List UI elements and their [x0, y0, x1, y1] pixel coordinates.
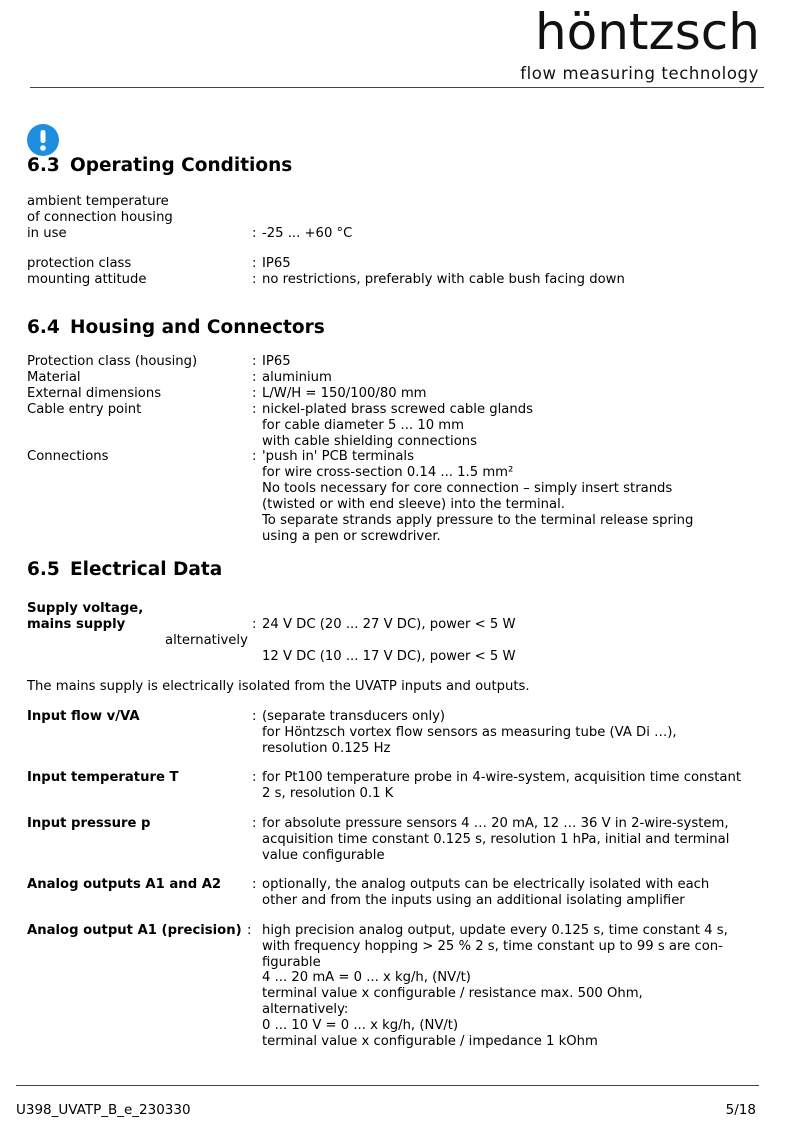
section-title: Housing and Connectors: [70, 317, 325, 338]
value-analog-a1-line: with frequency hopping > 25 % 2 s, time constant up to 99 s are con-: [262, 939, 723, 954]
label-input-temperature: Input temperature T: [27, 770, 179, 785]
value-supply-24v: 24 V DC (20 ... 27 V DC), power < 5 W: [262, 617, 516, 632]
colon: :: [247, 923, 252, 938]
colon: :: [252, 354, 257, 369]
value-connections-line: To separate strands apply pressure to the terminal release spring: [262, 513, 694, 528]
isolation-note: The mains supply is electrically isolated from the UVATP inputs and outputs.: [27, 679, 530, 694]
value-external-dimensions: L/W/H = 150/100/80 mm: [262, 386, 427, 401]
section-number: 6.4: [27, 317, 60, 338]
label-analog-outputs: Analog outputs A1 and A2: [27, 877, 222, 892]
section-heading-6-4: [27, 317, 325, 338]
label-external-dimensions: External dimensions: [27, 386, 162, 401]
label-supply-voltage: Supply voltage,: [27, 601, 144, 616]
value-analog-a1-line: 0 ... 10 V = 0 ... x kg/h, (NV/t): [262, 1018, 459, 1033]
section-heading-6-3: [27, 155, 292, 176]
value-connections-line: for wire cross-section 0.14 ... 1.5 mm²: [262, 465, 514, 480]
value-analog-a1-line: terminal value x configurable / impedance 1 kOhm: [262, 1034, 598, 1049]
label-material: Material: [27, 370, 81, 385]
label-mains-supply: mains supply: [27, 617, 126, 632]
label-protection-class: protection class: [27, 256, 132, 271]
colon: :: [252, 816, 257, 831]
colon: :: [252, 226, 257, 241]
value-analog-outputs-line: other and from the inputs using an additional isolating amplifier: [262, 893, 685, 908]
value-analog-a1-line: high precision analog output, update every 0.125 s, time constant 4 s,: [262, 923, 728, 938]
label-connection-housing: of connection housing: [27, 210, 173, 225]
value-temperature: -25 ... +60 °C: [262, 226, 353, 241]
section-title: Operating Conditions: [70, 155, 293, 176]
label-input-pressure: Input pressure p: [27, 816, 151, 831]
page-number: 5/18: [725, 1102, 756, 1118]
colon: :: [252, 386, 257, 401]
value-protection-class: IP65: [262, 256, 291, 271]
header-divider: [30, 87, 764, 88]
section-number: 6.5: [27, 559, 60, 580]
value-input-pressure-line: acquisition time constant 0.125 s, resolution 1 hPa, initial and terminal: [262, 832, 730, 847]
colon: :: [252, 709, 257, 724]
colon: :: [252, 402, 257, 417]
document-id: U398_UVATP_B_e_230330: [16, 1102, 191, 1118]
colon: :: [252, 877, 257, 892]
colon: :: [252, 256, 257, 271]
label-connections: Connections: [27, 449, 109, 464]
label-protection-housing: Protection class (housing): [27, 354, 198, 369]
colon: :: [252, 770, 257, 785]
value-cable-entry-line: for cable diameter 5 ... 10 mm: [262, 418, 464, 433]
section-number: 6.3: [27, 155, 60, 176]
colon: :: [252, 617, 257, 632]
value-supply-12v: 12 V DC (10 ... 17 V DC), power < 5 W: [262, 649, 516, 664]
value-analog-a1-line: figurable: [262, 955, 321, 970]
footer-divider: [16, 1085, 759, 1086]
colon: :: [252, 370, 257, 385]
value-input-pressure-line: value configurable: [262, 848, 385, 863]
brand-tagline: flow measuring technology: [520, 64, 759, 83]
label-mounting-attitude: mounting attitude: [27, 272, 147, 287]
value-analog-a1-line: 4 ... 20 mA = 0 ... x kg/h, (NV/t): [262, 970, 471, 985]
section-title: Electrical Data: [70, 559, 223, 580]
value-input-flow-line: (separate transducers only): [262, 709, 446, 724]
value-input-flow-line: for Höntzsch vortex flow sensors as measuring tube (VA Di …),: [262, 725, 677, 740]
label-in-use: in use: [27, 226, 67, 241]
label-analog-output-a1: Analog output A1 (precision): [27, 923, 242, 938]
value-analog-outputs-line: optionally, the analog outputs can be electrically isolated with each: [262, 877, 710, 892]
label-cable-entry: Cable entry point: [27, 402, 142, 417]
value-input-temperature-line: 2 s, resolution 0.1 K: [262, 786, 394, 801]
colon: :: [252, 449, 257, 464]
value-input-temperature-line: for Pt100 temperature probe in 4-wire-system, acquisition time constant: [262, 770, 742, 785]
value-connections-line: using a pen or screwdriver.: [262, 529, 441, 544]
value-connections-line: 'push in' PCB terminals: [262, 449, 414, 464]
value-protection-housing: IP65: [262, 354, 291, 369]
value-cable-entry-line: with cable shielding connections: [262, 434, 477, 449]
value-connections-line: No tools necessary for core connection – simply insert strands: [262, 481, 673, 496]
alternatively-note: alternatively: [165, 633, 248, 648]
value-input-pressure-line: for absolute pressure sensors 4 … 20 mA, 12 … 36 V in 2-wire-system,: [262, 816, 729, 831]
brand-logo: höntzsch: [534, 3, 760, 61]
label-input-flow: Input flow v/VA: [27, 709, 140, 724]
value-input-flow-line: resolution 0.125 Hz: [262, 741, 391, 756]
value-analog-a1-line: terminal value x configurable / resistance max. 500 Ohm,: [262, 986, 643, 1001]
section-heading-6-5: [27, 559, 222, 580]
colon: :: [252, 272, 257, 287]
label-ambient: ambient temperature: [27, 194, 169, 209]
value-material: aluminium: [262, 370, 332, 385]
value-analog-a1-line: alternatively:: [262, 1002, 349, 1017]
value-mounting-attitude: no restrictions, preferably with cable bush facing down: [262, 272, 625, 287]
value-connections-line: (twisted or with end sleeve) into the terminal.: [262, 497, 565, 512]
exclamation-circle-icon: [27, 124, 59, 156]
value-cable-entry-line: nickel-plated brass screwed cable glands: [262, 402, 533, 417]
